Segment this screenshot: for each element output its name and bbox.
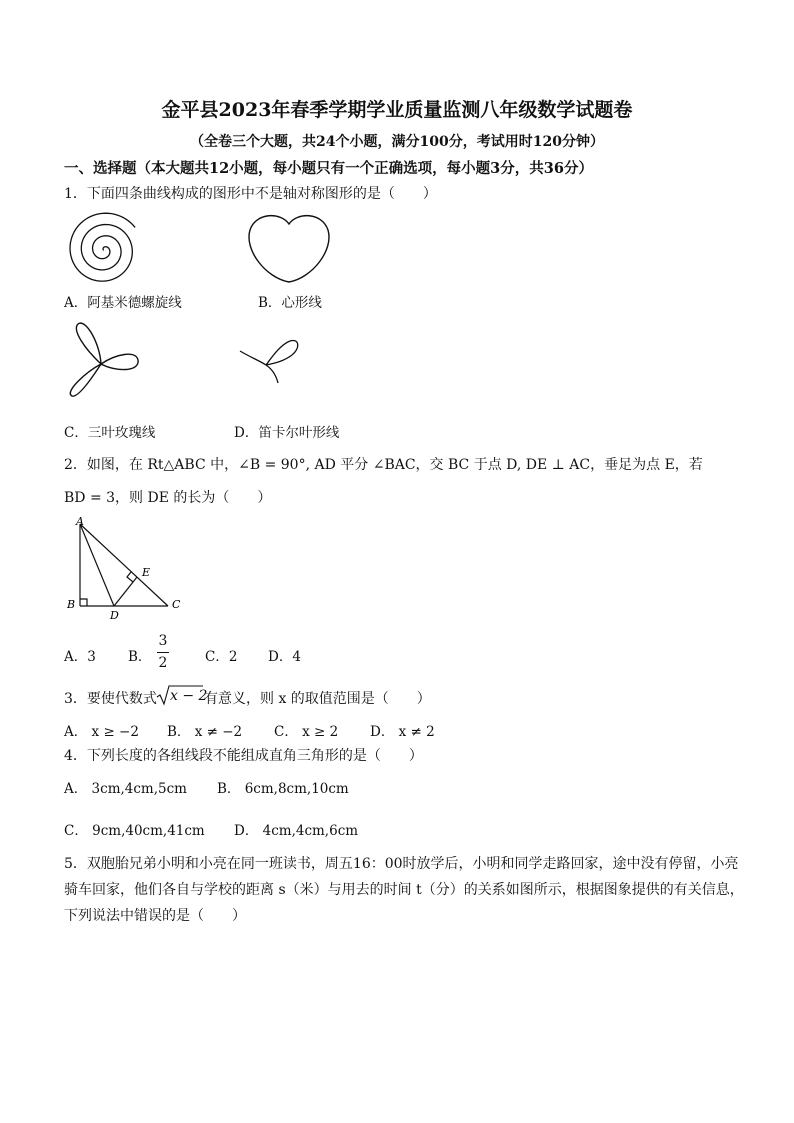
three-leaf-rose-figure <box>64 320 144 405</box>
question-5-line-3: 下列说法中错误的是（ ） <box>64 908 246 924</box>
question-1-stem: 1．下面四条曲线构成的图形中不是轴对称图形的是（ ） <box>64 186 437 202</box>
question-3-stem-after: 有意义，则 x 的取值范围是（ ） <box>204 691 431 707</box>
vertex-a-label: A <box>76 515 84 528</box>
q3-option-a: A． x ≥ −2 <box>64 724 139 740</box>
q2-option-b-denominator: 2 <box>158 655 168 671</box>
vertex-c-label: C <box>172 598 181 611</box>
q2-option-c: C．2 <box>205 649 238 665</box>
question-2-line-1: 2．如图，在 Rt△ABC 中，∠B = 90°, AD 平分 ∠BAC，交 BC 于点 D, DE ⊥ AC，垂足为点 E，若 <box>64 457 703 473</box>
q1-option-a: A．阿基米德螺旋线 <box>64 295 182 311</box>
archimedean-spiral-figure <box>64 210 144 290</box>
folium-of-descartes-figure <box>238 335 308 385</box>
radicand: x − 2 <box>170 688 208 704</box>
question-5-line-2: 骑车回家，他们各自与学校的距离 s（米）与用去的时间 t（分）的关系如图所示，根据图象提供的有关信息， <box>64 882 744 898</box>
question-5-line-1: 5．双胞胎兄弟小明和小亮在同一班读书，周五16：00时放学后，小明和同学走路回家，途中没有停留，小亮 <box>64 856 739 872</box>
q3-option-d: D． x ≠ 2 <box>370 724 435 740</box>
q4-option-b: B． 6cm,8cm,10cm <box>217 781 349 797</box>
q2-option-a: A．3 <box>64 649 96 665</box>
q3-option-b: B． x ≠ −2 <box>167 724 243 740</box>
point-e-label: E <box>142 566 151 579</box>
question-2-line-2: BD = 3，则 DE 的长为（ ） <box>64 490 272 506</box>
q1-option-d: D．笛卡尔叶形线 <box>234 425 340 441</box>
exam-subtitle: （全卷三个大题，共24个小题，满分100分，考试用时120分钟） <box>190 134 604 150</box>
q2-option-b-prefix: B． <box>128 649 152 665</box>
q4-option-c: C． 9cm,40cm,41cm <box>64 823 205 839</box>
q1-option-b: B．心形线 <box>258 295 322 311</box>
exam-title: 金平县2023年春季学期学业质量监测八年级数学试题卷 <box>161 99 633 121</box>
question-4-stem: 4．下列长度的各组线段不能组成直角三角形的是（ ） <box>64 748 423 764</box>
right-triangle-figure <box>64 516 189 626</box>
section-heading: 一、选择题（本大题共12小题，每小题只有一个正确选项，每小题3分，共36分） <box>64 160 593 177</box>
q4-option-d: D． 4cm,4cm,6cm <box>234 823 359 839</box>
point-d-label: D <box>110 609 119 622</box>
q1-option-c: C．三叶玫瑰线 <box>64 425 156 441</box>
cardioid-figure <box>244 210 334 285</box>
vertex-b-label: B <box>67 598 76 611</box>
q3-option-c: C． x ≥ 2 <box>274 724 339 740</box>
q2-option-b-numerator: 3 <box>158 633 168 649</box>
fraction-bar <box>157 652 169 653</box>
q4-option-a: A． 3cm,4cm,5cm <box>64 781 187 797</box>
q2-option-d: D．4 <box>268 649 301 665</box>
question-3-stem-before: 3．要使代数式 <box>64 691 157 707</box>
